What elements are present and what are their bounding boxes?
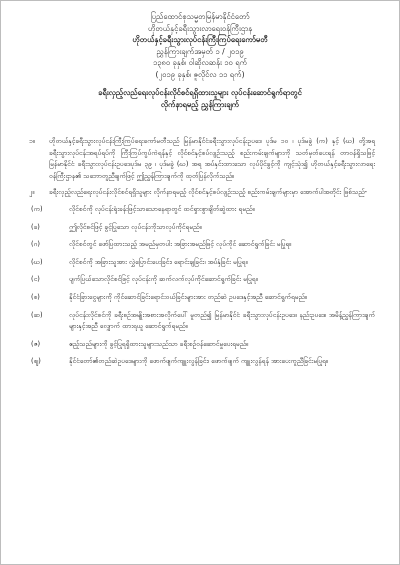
list-item-number: (ဂ) <box>31 240 40 249</box>
paragraph-2-text: ခရီးလှည့်လည်ရေးလုပ်ငန်းလိုင်စင်ရရှိသူများ လိုက်နာရမည့် လိုင်စင်နှင့်စပ်လျဉ်းသည့် စည်းကမ်းချက်များမှာ အောက်ပါအတိုင်း ဖြစ်သည်- <box>49 188 368 197</box>
paragraph-2 <box>29 187 375 199</box>
list-item <box>29 222 375 234</box>
list-item <box>29 204 375 216</box>
list-item <box>29 339 375 351</box>
list-item-number: (ဃ) <box>31 257 43 266</box>
list-item <box>29 310 375 333</box>
list-item-number: (စ) <box>31 292 40 301</box>
list-item-text: ဧည့်သည်များကို ခွင့်ပြုရရှိထားသူများသည်သာ ခရီးစဉ်ဝန်ဆောင်မှုပေးရမည်။ <box>69 339 249 348</box>
header-directive-number: ညွှန်ကြားချက်အမှတ် ၁ / ၂၀၁၉ <box>156 46 244 56</box>
list-item-text: လုပ်ငန်းလိုင်စင်ကို ခရီးစဉ်အမျိုးအစားအလိုက်ပေါ် မူတည်၍ မြန်မာနိုင်ငံ ခရီးသွားလုပ်ငန်းဥပဒေ၊ နည်းဥပဒေ၊ အမိန့်ညွှန်ကြားချက်များနှင့်အညီ လျှောက် ထားရယူ ဆောင်ရွက်ရမည်။ <box>69 310 375 331</box>
list-item-number: (က) <box>31 204 43 213</box>
header-country: ပြည်ထောင်စုသမ္မတမြန်မာနိုင်ငံတော် <box>150 12 250 21</box>
list-item-text: လိုင်စင်ကို အခြားသူအား လွှဲပြောင်းပေးခြင်း၊ ရောင်းချခြင်း၊ အပ်နှံခြင်း မပြုရ။ <box>69 257 248 266</box>
list-item-text: ပျက်ပြယ်သောလိုင်စင်ဖြင့် လုပ်ငန်းကို ဆက်လက်လုပ်ကိုင်ဆောင်ရွက်ခြင်း မပြုရ။ <box>69 275 258 284</box>
title-line-2: လိုက်နာရမည့် ညွှန်ကြားချက် <box>160 99 240 109</box>
document-title <box>1 87 399 111</box>
clause-list <box>29 204 375 368</box>
letterhead <box>1 1 399 81</box>
header-committee: ဟိုတယ်နှင့်ခရီးသွားလုပ်ငန်းကြီးကြပ်ရေးကော်မတီ <box>132 35 268 45</box>
list-item-text: လိုင်စင်တွင် ဖော်ပြထားသည့် အမည်မှတပါး အခြားအမည်ဖြင့် လုပ်ကိုင် ဆောင်ရွက်ခြင်း မပြုရ။ <box>69 240 292 249</box>
paragraph-1-number: ၁။ <box>29 137 35 145</box>
list-item-number: (င) <box>31 275 40 284</box>
header-myanmar-date: ၁၃၈၀ ခုနှစ်၊ ဝါဆိုလဆန်း ၁၀ ရက် <box>152 58 248 68</box>
list-item-number: (ဇ) <box>31 339 41 348</box>
paragraph-1-text: ဟိုတယ်နှင့်ခရီးသွားလုပ်ငန်းကြီးကြပ်ရေးကော်မတီသည် မြန်မာနိုင်ငံခရီးသွားလုပ်ငန်းဥပဒေ ပုဒ်မ ၁၀ ၊ ပုဒ်မခွဲ (က) နှင့် (ဃ) တို့အရ ခရီးသွားလုပ်ငန်းအရပ်ရပ်ကို ကြီးကြပ်ကွပ်ကဲရန်နှင့် လိုင်စင်နှင့်စပ်လျဉ်းသည့် စည်းကမ်းချက်များကို သတ်မှတ်ပေးရန် တာဝန်ရှိသဖြင့် မြန်မာနိုင်ငံ ခရီးသွားလုပ်ငန်းဥပဒေပုဒ်မ ၃၉ ၊ ပုဒ်မခွဲ (ဃ) အရ အပ်နှင်းထားသော လုပ်ပိုင်ခွင့်ကို ကျင့်သုံး၍ ဟိုတယ်နှင့်ခရီးသွားလာရေး ဝန်ကြီးဌာန၏ သဘောတူညီချက်ဖြင့် ဤညွှန်ကြားချက်ကို ထုတ်ပြန်လိုက်သည်။ <box>49 137 375 180</box>
list-item-text: နိုင်ငံခြားငွေများကို ကိုင်ဆောင်ခြင်းရောင်းဝယ်ခြင်းများအား တည်ဆဲ ဥပဒေနှင့်အညီ ဆောင်ရွက်ရမည်။ <box>69 292 307 301</box>
list-item-number: (ခ) <box>31 222 40 231</box>
list-item-number: (ဆ) <box>31 310 43 319</box>
header-ministry: ဟိုတယ်နှင့်ခရီးသွားလာရေးဝန်ကြီးဌာန <box>147 23 253 33</box>
header-gregorian-date: (၂၀၁၉ ခုနှစ်၊ ဇူလိုင်လ ၁၁ ရက်) <box>155 69 245 79</box>
list-item <box>29 356 375 368</box>
title-line-1: ခရီးလှည့်လည်ရေးလုပ်ငန်းလိုင်စင်ရရှိထားသူများ လုပ်ငန်းဆောင်ရွက်ရာတွင် <box>98 87 302 97</box>
list-item-text: ဤလိုင်စင်ဖြင့် ခွင့်ပြုသော လုပ်ငန်းကိုသာလုပ်ကိုင်ရမည်။ <box>69 222 202 231</box>
list-item <box>29 292 375 304</box>
document-body <box>29 136 375 374</box>
paragraph-2-number: ၂။ <box>29 188 35 197</box>
list-item-number: (ဈ) <box>31 357 41 366</box>
list-item <box>29 257 375 269</box>
list-item <box>29 274 375 286</box>
list-item-text: လိုင်စင်ကို လုပ်ငန်းရုံးခန်းဖြင့်သာသောနေရာတွင် ထင်ရှားစွာချိတ်ဆွဲထား ရမည်။ <box>69 204 255 213</box>
paragraph-1 <box>29 136 375 182</box>
list-item-text: နိုင်ငံတော်၏တည်ဆဲဥပဒေများကို ဖောက်ဖျက်ကျူးလွန်ခြင်း၊ ဖောက်ဖျက် ကျူးလွန်ရန် အားပေးကူညီခြင်းမပြုရ။ <box>69 357 328 366</box>
list-item <box>29 239 375 251</box>
